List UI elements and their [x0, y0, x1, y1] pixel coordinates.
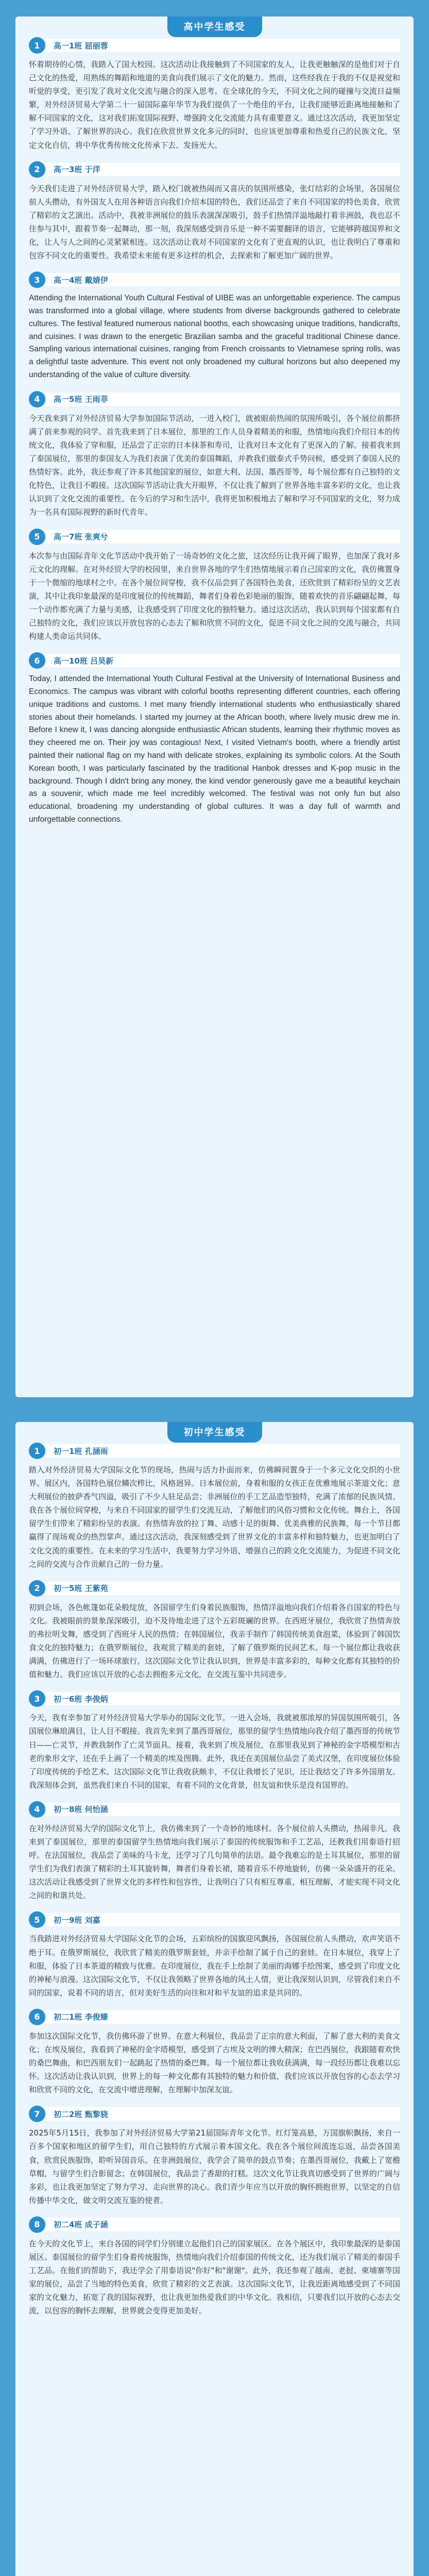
panel-title: 初中学生感受	[167, 1422, 262, 1443]
student-name: 初一6班 李俊炳	[42, 1692, 400, 1705]
student-name: 高一4班 戴婧伊	[42, 273, 400, 286]
entry-number-badge: 2	[29, 161, 45, 178]
student-entry	[29, 1690, 400, 1792]
student-entry	[29, 1580, 400, 1682]
middle-school-panel	[15, 1422, 414, 2576]
entry-list	[29, 37, 400, 826]
entry-text: 今天我来到了对外经济贸易大学参加国际节活动，一进入校门，就被眼前热闹的氛围所吸引，各个展位前都挤满了前来参观的同学。首先我来到了日本展位，那里的工作人员身着精美的和服，热情地向我们介绍日本的传统文化，我体验了穿和服，还品尝了正宗的日本抹茶和寿司，让我对日本文化有了更深入的了解。接着我来到了泰国展位，那里的泰国友人为我们表演了优美的泰国舞蹈，并教我们做泰式手势问候，感受到了泰国人民的热情好客。此外，我还参观了许多其他国家的展位，如意大利、法国、墨西哥等，每个展位都有自己独特的文化特色，让我目不暇接。这次国际节活动让我大开眼界，不仅让我了解到了世界各地丰富多彩的文化，也让我认识到了文化交流的重要性。在今后的学习和生活中，我将更加积极地去了解和学习不同国家的文化，努力成为一名具有国际视野的新时代青年。	[29, 413, 400, 517]
entry-header	[29, 1443, 400, 1459]
student-name: 初一8班 何怡涵	[42, 1803, 400, 1816]
student-entry	[29, 1443, 400, 1571]
entry-number-badge: 1	[29, 37, 45, 54]
entry-text: 怀着期待的心情，我踏入了国大校园。这次活动让我接触到了不同国家的友人，让我更触触深的是他们对于自己文化的热爱，用熟练的舞蹈和地道的美食向我们展示了文化的魅力。然而，这些经我在于我的不仅是视觉和听觉的享受，更引发了我对文化交流与融合的深入思考。在全球化的今天，不同文化之间的碰撞与交流日益频繁，对外经济贸易大学第二十一届国际嘉年华节为我们提供了一个绝佳的平台，让我们能够近距离地接触和了解不同国家的文化，这对我们拓宽国际视野、增强跨文化交流能力具有重要意义。通过这次活动，我更加坚定了学习外语、了解世界的决心。我们在欣赏世界文化多元的同时，也应该更加尊重和热爱自己的民族文化，坚定文化自信，将中华优秀传统文化传承下去、发扬光大。	[29, 60, 400, 150]
entry-text: Today, I attended the International Youth Cultural Festival at the University of International Business and Economics. The campus was vibrant with colorful booths representing different countries, each offering unique traditions and customs. I met many friendly international students who enthusiastically shared stories about their homelands. I started my journey at the African booth, where lively music drew me in. Before I knew it, I was dancing alongside enthusiastic African students, learning their rhythmic moves as they cheered me on. Their joy was contagious! Next, I visited Vietnam's booth, where a friendly artist painted their national flag on my hand with delicate strokes, explaining its symbolic colors. At the South Korean booth, I was particularly fascinated by the traditional Hanbok dresses and K-pop music in the background. Though I didn't bring any money, the kind vendor generously gave me a beautiful keychain as a souvenir, which made me feel incredibly welcomed. The festival was not only fun but also educational, broadening my understanding of global cultures. It was a day full of warmth and unforgettable connections.	[29, 674, 400, 824]
entry-header	[29, 1801, 400, 1818]
student-entry	[29, 37, 400, 152]
student-entry	[29, 272, 400, 382]
entry-header	[29, 1580, 400, 1597]
entry-text: 在今天的文化节上，来自各国的同学们分别建立起他们自己的国家展区。在各个展区中，我印象最深的是泰国展区。泰国展位的留学生们身着传统服饰，热情地向我们介绍泰国的传统文化，还为我们展示了精美的泰国手工艺品。在他们的帮助下，我还学会了用泰语说"你好"和"谢谢"。此外，我还参观了越南、老挝、柬埔寨等国家的展位，品尝了当地的特色美食，欣赏了精彩的文艺表演。这次国际文化节，让我近距离地感受到了不同国家的文化魅力，拓宽了我的国际视野，也让我更加热爱我们的中华文化。我相信，只要我们以开放的心态去交流，以包容的胸怀去理解，世界就会变得更加美好。	[29, 2239, 400, 2316]
entry-number-badge: 1	[29, 1443, 45, 1459]
entry-header	[29, 1911, 400, 1928]
entry-text: 踏入对外经济贸易大学国际文化节的现场，热闹与活力扑面而来，仿佛瞬间置身于一个多元文化交织的小世界。展区内，各国特色展位鳞次栉比，风格迥异。日本展位前，身着和服的女孩正在优雅地展示茶道文化；意大利展位的披萨香气四溢，吸引了不少人驻足品尝；非洲展位的手工艺品造型独特，充满了浓郁的民族风情。我在各个展位间穿梭，与来自不同国家的留学生们交流互动，了解他们的风俗习惯和文化传统。舞台上，各国留学生们带来了精彩纷呈的表演。有热情奔放的拉丁舞、动感十足的街舞、优美典雅的民族舞，每一个节目都赢得了现场观众的热烈掌声。通过这次活动，我深刻感受到了世界文化的丰富多样和独特魅力，也更加明白了文化交流的重要性。在未来的学习生活中，我要努力学习外语，增强自己的跨文化交流能力，为促进不同文化之间的交流与合作贡献自己的一份力量。	[29, 1465, 400, 1569]
student-entry	[29, 391, 400, 519]
student-name: 初一1班 孔涵雨	[42, 1444, 400, 1458]
student-entry	[29, 2106, 400, 2207]
entry-number-badge: 4	[29, 1801, 45, 1818]
entry-number-badge: 5	[29, 1911, 45, 1928]
panel-title-wrap	[15, 16, 414, 37]
student-entry	[29, 1801, 400, 1903]
student-name: 高一3班 于洋	[42, 163, 400, 176]
entry-text: 今天，我有幸参加了对外经济贸易大学举办的国际文化节。一进入会场，我就被那浓厚的异国氛围所吸引，各国展位琳琅满目，让人目不暇接。我首先来到了墨西哥展位，那里的留学生热情地向我介绍了墨西哥的传统节日——亡灵节，并教我制作了亡灵节面具。接着，我来到了埃及展位，在那里我见到了神秘的金字塔模型和古老的象形文字，还在手上画了一个精美的埃及图腾。此外，我还在美国展位品尝了美式汉堡，在印度展位体验了印度传统的手绘艺术。这次国际文化节让我收获颇丰，不仅让我增长了见识，还让我结交了许多外国朋友。我深刻体会到，虽然我们来自不同的国家，有着不同的文化背景，但友谊和快乐是没有国界的。	[29, 1713, 400, 1790]
entry-number-badge: 7	[29, 2106, 45, 2122]
student-entry	[29, 652, 400, 826]
student-name: 高一5班 王雨菲	[42, 393, 400, 406]
entry-number-badge: 3	[29, 272, 45, 288]
panel-title-wrap	[15, 1422, 414, 1443]
entry-number-badge: 3	[29, 1690, 45, 1707]
entry-text: 初到会场，各色帐篷如花朵般绽放，各国留学生们身着民族服饰，热情洋溢地向我们介绍着各自国家的特色与文化。我被眼前的景象深深吸引，迫不及待地走进了这个五彩斑斓的世界。在西班牙展位，我欣赏了热情奔放的弗拉明戈舞，感受到了西班牙人民的热情；在韩国展位，我亲手制作了韩国传统美食泡菜，体验到了韩国饮食文化的独特魅力；在俄罗斯展位，我观赏了精美的套娃，了解了俄罗斯的民间艺术。每一个展位都让我收获满满，仿佛进行了一场环球旅行。这次国际文化节让我认识到，世界是丰富多彩的，每种文化都有其独特的价值和魅力。我们应该以开放的心态去拥抱多元文化，在交流互鉴中共同进步。	[29, 1602, 400, 1680]
student-name: 高一1班 屈丽蓉	[42, 39, 400, 52]
student-name: 初二4班 成子涵	[42, 2218, 400, 2231]
student-entry	[29, 1911, 400, 1999]
student-name: 初二2班 甄黎骁	[42, 2107, 400, 2121]
student-entry	[29, 529, 400, 643]
panel-title: 高中学生感受	[167, 16, 262, 37]
entry-text: 在对外经济贸易大学的国际文化节上，我仿佛来到了一个奇妙的地球村。各个展位前人头攒动，热闹非凡。我来到了泰国展位，那里的泰国留学生热情地向我们展示了泰国的传统服饰和手工艺品，还教我们用泰语打招呼。在法国展位，我品尝了美味的马卡龙，还学习了几句简单的法语。最令我难忘的是土耳其展位，那里的留学生们为我们表演了精彩的土耳其旋转舞，舞者们身着长裙，随着音乐不停地旋转，仿佛一朵朵盛开的花朵。这次活动让我感受到了世界文化的多样性和包容性，让我明白了只有相互尊重、相互理解，才能实现不同文化之间的和谐共处。	[29, 1823, 400, 1901]
entry-header	[29, 2216, 400, 2233]
entry-header	[29, 161, 400, 178]
student-name: 初一9班 刘嘉	[42, 1913, 400, 1926]
entry-number-badge: 2	[29, 1580, 45, 1597]
student-name: 高一7班 张爽兮	[42, 530, 400, 544]
entry-header	[29, 2009, 400, 2025]
student-entry	[29, 161, 400, 263]
entry-header	[29, 391, 400, 408]
entry-text: 本次参与由国际青年文化节活动中我开始了一场奇妙的文化之旅，这次经历让我开阔了眼界，也加深了我对多元文化的理解。在对外经贸大学的校园里，来自世界各地的学生们热情地展示着自己国家的文化，我仿佛置身于一个微缩的地球村之中。在各个展位间穿梭，我不仅品尝到了各国特色美食，还欣赏到了精彩纷呈的文艺表演，其中让我印象最深的是印度展位的传统舞蹈，舞者们身着色彩艳丽的服饰，随着欢快的音乐翩翩起舞，每一个动作都充满了力量与美感，让我感受到了印度文化的独特魅力。通过这次活动，我认识到每个国家都有自己独特的文化，我们应该以开放包容的心态去了解和欣赏不同的文化，促进不同文化之间的交流与融合，共同构建人类命运共同体。	[29, 551, 400, 641]
entry-header	[29, 652, 400, 669]
entry-number-badge: 6	[29, 652, 45, 669]
student-entry	[29, 2009, 400, 2096]
entry-text: Attending the International Youth Cultural Festival of UIBE was an unforgettable experience. The campus was transformed into a global village, where students from diverse backgrounds gathered to celebrate cultures. The festival featured numerous national booths, each showcasing unique traditions, handicrafts, and cuisines. I was drawn to the energetic Brazilian samba and the graceful traditional Chinese dance. Sampling various international cuisines, ranging from French croissants to Vietnamese spring rolls, was a delightful taste adventure. This event not only broadened my cultural horizons but also deepened my understanding of the value of culture diversity.	[29, 294, 400, 379]
entry-list	[29, 1443, 400, 2318]
entry-header	[29, 1690, 400, 1707]
student-name: 初二1班 李俊臻	[42, 2010, 400, 2024]
entry-text: 今天我们走进了对外经济贸易大学，踏入校门就被热闹而又喜庆的氛围所感染，张灯结彩的会场里，各国展位前人头攒动，有外国友人在用各种语言向我们介绍本国的特色，我们还品尝了来自不同国家的特色美食，欣赏了精彩的文艺演出。活动中，我被非洲展位的鼓乐表演深深吸引，鼓手们热情洋溢地敲打着非洲鼓，我也忍不住参与其中，跟着节奏一起舞动，那一刻，我深刻感受到音乐是一种不需要翻译的语言，它能够跨越国界和文化，让人与人之间的心灵紧紧相连。这次活动让我对不同国家的文化有了更直观的认识，也让我明白了尊重和包容不同文化的重要性。我希望未来能有更多这样的机会，去探索和了解更加广阔的世界。	[29, 183, 400, 261]
entry-text: 2025年5月15日，我参加了对外经济贸易大学第21届国际青年文化节。红灯笼高悬，万国旗帜飘扬，来自一百多个国家和地区的留学生们，用自己独特的方式展示着本国文化。我在各个展位间流连忘返，品尝各国美食，欣赏民族服饰，聆听异国音乐。在非洲鼓展位，我学会了简单的鼓点节奏；在墨西哥展位，我戴上了宽檐草帽，与留学生们合影留念；在韩国展位，我品尝了香甜的打糕。这次文化节让我真切感受到了世界的广阔与多彩，也让我更加坚定了努力学习、走向世界的决心。我们青少年应当以开放的胸怀拥抱世界，以坚定的自信传播中华文化，做文明交流互鉴的使者。	[29, 2128, 400, 2205]
student-entry	[29, 2216, 400, 2318]
entry-number-badge: 6	[29, 2009, 45, 2025]
entry-header	[29, 529, 400, 545]
student-name: 高一10班 吕昊新	[42, 654, 400, 667]
student-name: 初一5班 王紫苑	[42, 1582, 400, 1595]
entry-number-badge: 4	[29, 391, 45, 408]
entry-number-badge: 8	[29, 2216, 45, 2233]
entry-number-badge: 5	[29, 529, 45, 545]
entry-text: 当我踏进对外经济贸易大学国际文化节的会场，五彩缤纷的国旗迎风飘扬，各国展位前人头攒动，欢声笑语不绝于耳。在俄罗斯展位，我欣赏了精美的俄罗斯套娃，并亲手绘制了属于自己的套娃。在日本展位，我穿上了和服，体验了日本茶道的精致与优雅。在印度展位，我在手上绘制了美丽的海娜手绘图案，感受到了印度文化的神秘与浪漫。这次国际文化节，不仅让我领略了世界各地的风土人情，更让我深刻认识到，尽管我们来自不同的国家，说着不同的语言，但对美好生活的向往和对和平友谊的追求是共同的。	[29, 1934, 400, 1997]
entry-header	[29, 37, 400, 54]
entry-text: 参加这次国际文化节，我仿佛环游了世界。在意大利展位，我品尝了正宗的意大利面，了解了意大利的美食文化；在埃及展位，我看到了神秘的金字塔模型，感受到了古埃及文明的博大精深；在巴西展位，我跟随着欢快的桑巴舞曲，和巴西朋友们一起跳起了热情的桑巴舞。每一个展位都让我收获满满，每一段经历都让我难以忘怀。这次活动让我认识到，世界上的每一种文化都有其独特的魅力和价值，我们应该以开放包容的心态去学习和欣赏不同的文化，在交流中增进理解，在理解中加深友谊。	[29, 2031, 400, 2095]
entry-header	[29, 2106, 400, 2122]
entry-header	[29, 272, 400, 288]
high-school-panel	[15, 16, 414, 1397]
